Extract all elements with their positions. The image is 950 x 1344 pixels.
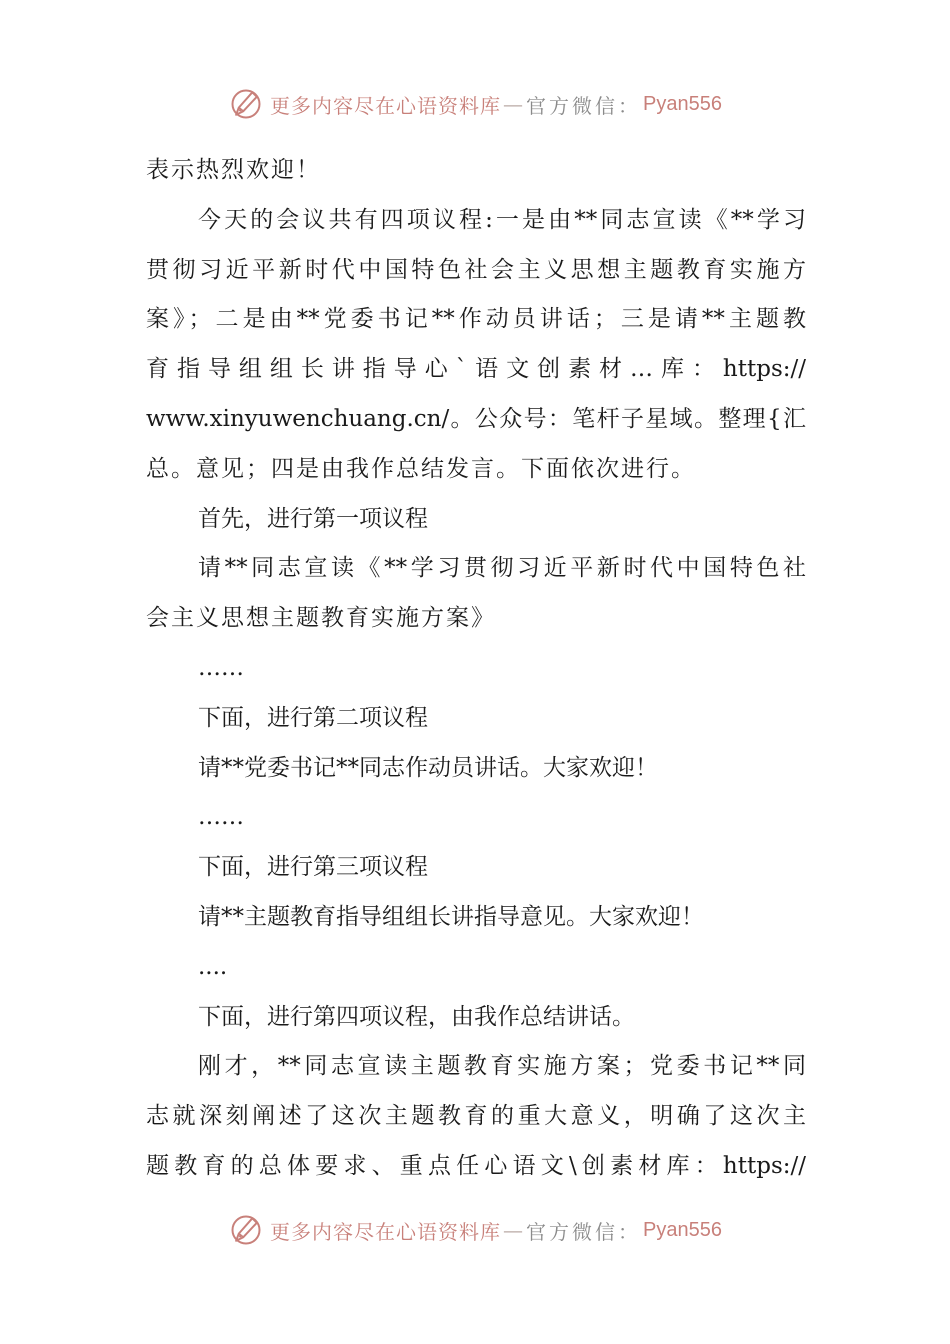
- header-watermark: [0, 82, 950, 126]
- banner-wechat-id: Pyan556: [643, 92, 722, 115]
- pen-nib-logo-icon: [228, 1212, 264, 1248]
- banner-wechat-label: 官方微信：: [526, 93, 642, 118]
- pen-nib-logo-icon: [228, 86, 264, 122]
- body-line: 会主义思想主题教育实施方案》: [146, 605, 496, 632]
- body-line: 表示热烈欢迎！: [146, 157, 321, 183]
- footer-watermark: [0, 1208, 950, 1252]
- body-line: 首先，进行第一项议程: [198, 505, 428, 532]
- body-line: 下面，进行第四项议程，由我作总结讲话。: [198, 1003, 635, 1030]
- body-line: ……: [198, 804, 244, 831]
- body-line: 今天的会议共有四项议程:一是由**同志宣读《**学习: [198, 206, 806, 233]
- body-line: 下面，进行第三项议程: [198, 854, 428, 881]
- document-body: [146, 146, 806, 1192]
- body-line: 刚才，**同志宣读主题教育实施方案；党委书记**同: [198, 1053, 806, 1080]
- banner-dash: —: [503, 92, 525, 116]
- body-line: www.xinyuwenchuang.cn/。公众号：笔杆子星域。整理{汇: [146, 405, 806, 432]
- banner-brand: 更多内容尽在心语资料库: [270, 1219, 502, 1244]
- body-line: 下面，进行第二项议程: [198, 704, 428, 731]
- body-line: 题教育的总体要求、重点任心语文\创素材库：https://: [146, 1152, 806, 1179]
- body-line: 志就深刻阐述了这次主题教育的重大意义，明确了这次主: [146, 1103, 806, 1130]
- body-line: ……: [198, 654, 244, 681]
- banner-wechat-id: Pyan556: [643, 1218, 722, 1241]
- body-line: 请**同志宣读《**学习贯彻习近平新时代中国特色社: [198, 555, 806, 582]
- body-line: 贯彻习近平新时代中国特色社会主义思想主题教育实施方: [146, 256, 806, 283]
- body-line: ....: [198, 953, 228, 980]
- body-line: 育指导组组长讲指导心`语文创素材…库：https://: [146, 356, 806, 383]
- body-line: 案》；二是由**党委书记**作动员讲话；三是请**主题教: [146, 306, 806, 333]
- body-line: 请**党委书记**同志作动员讲话。大家欢迎！: [198, 754, 658, 781]
- body-line: 总。意见；四是由我作总结发言。下面依次进行。: [146, 455, 696, 482]
- banner-dash: —: [503, 1218, 525, 1242]
- body-line: 请**主题教育指导组组长讲指导意见。大家欢迎！: [198, 903, 704, 930]
- banner-brand: 更多内容尽在心语资料库: [270, 93, 502, 118]
- banner-wechat-label: 官方微信：: [526, 1219, 642, 1244]
